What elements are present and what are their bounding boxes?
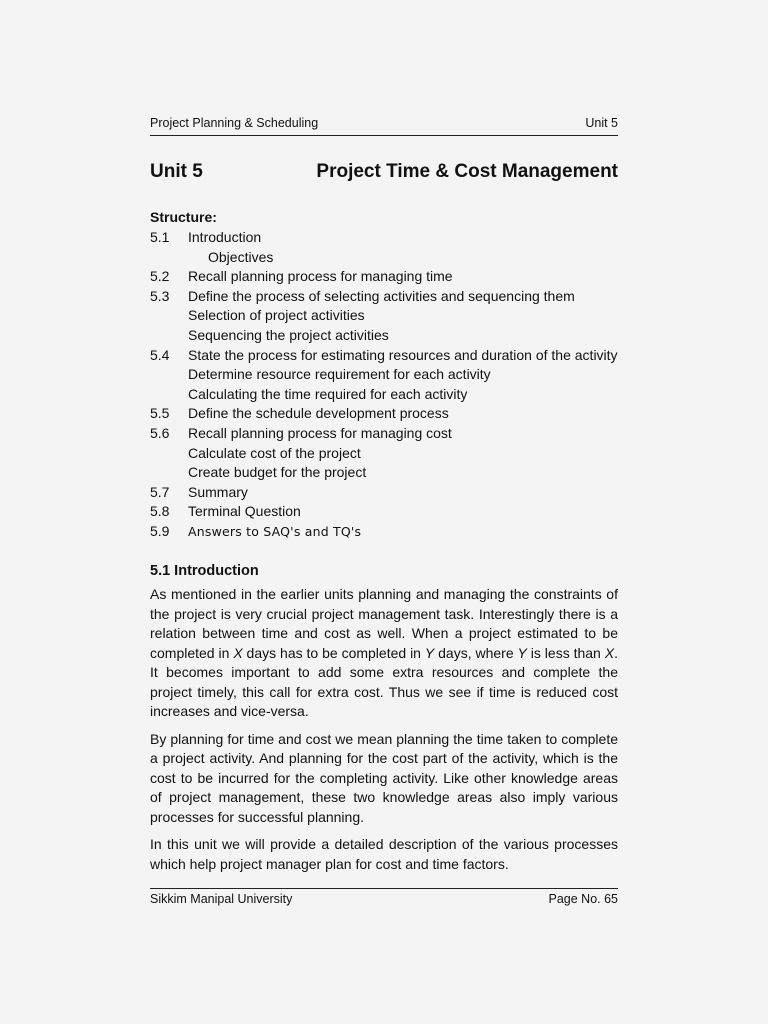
- toc-item: [150, 483, 620, 503]
- paragraph-1-text-d: is less than: [526, 644, 605, 661]
- paragraph-3: In this unit we will provide a detailed description of the various processes which help project manager plan for cost and time factors.: [150, 836, 618, 872]
- toc-item-label: Determine resource requirement for each activity: [188, 366, 491, 383]
- paragraph-1-text-a: As mentioned in the earlier units planning and managing the constraints of the project is very crucial project management task. Interestingly there is a relation between time and cost as well. When a project estimated to be completed in: [150, 586, 618, 661]
- toc-item-number: 5.7: [150, 483, 170, 500]
- variable-x: X: [233, 644, 243, 661]
- toc-item-number: 5.2: [150, 268, 170, 285]
- toc-item: [150, 444, 620, 464]
- header-course-title: Project Planning & Scheduling: [150, 116, 319, 130]
- toc-item-number: 5.9: [150, 522, 170, 539]
- toc-item-number: 5.8: [150, 503, 170, 520]
- toc-item-number: 5.6: [150, 424, 170, 441]
- toc-item-label: Selection of project activities: [188, 307, 365, 324]
- toc-item-label: Recall planning process for managing cost: [188, 424, 452, 441]
- structure-label: Structure:: [150, 209, 217, 225]
- paragraph-1-text-b: days has to be completed in: [242, 644, 425, 661]
- header-unit-label: Unit 5: [585, 116, 618, 130]
- toc-item: [150, 522, 620, 542]
- toc-item-number: 5.3: [150, 287, 170, 304]
- section-heading: 5.1 Introduction: [150, 563, 259, 579]
- running-header: [150, 116, 618, 130]
- table-of-contents: [150, 228, 620, 542]
- section-body: [150, 585, 618, 882]
- unit-number: Unit 5: [150, 161, 203, 182]
- toc-item: [150, 385, 620, 405]
- toc-item: [150, 267, 620, 287]
- footer-university: Sikkim Manipal University: [150, 892, 293, 906]
- footer-page-number: Page No. 65: [548, 892, 618, 906]
- toc-item-label: Define the schedule development process: [188, 405, 449, 422]
- toc-item: [150, 502, 620, 522]
- toc-item: [150, 463, 620, 483]
- toc-item: [150, 346, 620, 366]
- toc-item-label: Recall planning process for managing time: [188, 268, 453, 285]
- toc-item: [150, 365, 620, 385]
- toc-item-number: 5.1: [150, 229, 170, 245]
- toc-item-label: Terminal Question: [188, 503, 301, 520]
- toc-item-label: Answers to SAQ's and TQ's: [188, 523, 362, 539]
- toc-item-label: State the process for estimating resources and duration of the activity: [188, 346, 618, 363]
- unit-name: Project Time & Cost Management: [316, 161, 618, 182]
- running-footer: [150, 892, 618, 906]
- toc-item-label: Calculating the time required for each activity: [188, 385, 468, 402]
- toc-item: [150, 228, 620, 248]
- toc-item-label: Summary: [188, 483, 248, 500]
- paragraph-1-text-c: days, where: [434, 644, 518, 661]
- toc-item: [150, 248, 620, 268]
- toc-item: [150, 404, 620, 424]
- toc-item-label: Define the process of selecting activities and sequencing them: [188, 287, 575, 304]
- header-rule: [150, 135, 618, 136]
- toc-item: [150, 306, 620, 326]
- paragraph-2: By planning for time and cost we mean planning the time taken to complete a project activity. And planning for the cost part of the activity, which is the cost to be incurred for the completing activity. Like other knowledge areas of project management, these two knowledge areas also imply various processes for successful planning.: [150, 730, 618, 825]
- toc-item-label: Objectives: [208, 248, 274, 265]
- paragraph-1: [150, 585, 618, 722]
- variable-y: Y: [517, 644, 527, 661]
- toc-item-number: 5.5: [150, 405, 170, 422]
- toc-item-number: 5.4: [150, 346, 170, 363]
- toc-item-label: Calculate cost of the project: [188, 444, 361, 461]
- variable-y: Y: [424, 644, 435, 661]
- paragraph-1-text-e: . It becomes important to add some extra resources and complete the project timely, this call for extra cost. Thus we see if time is reduced cost increases and vice-versa.: [150, 644, 618, 719]
- toc-item-label: Create budget for the project: [188, 464, 367, 481]
- toc-item-label: Introduction: [188, 229, 262, 245]
- toc-item: [150, 287, 620, 307]
- footer-rule: [150, 888, 618, 889]
- toc-item: [150, 326, 620, 346]
- toc-item: [150, 424, 620, 444]
- toc-item-label: Sequencing the project activities: [188, 326, 389, 343]
- variable-x: X: [604, 644, 615, 661]
